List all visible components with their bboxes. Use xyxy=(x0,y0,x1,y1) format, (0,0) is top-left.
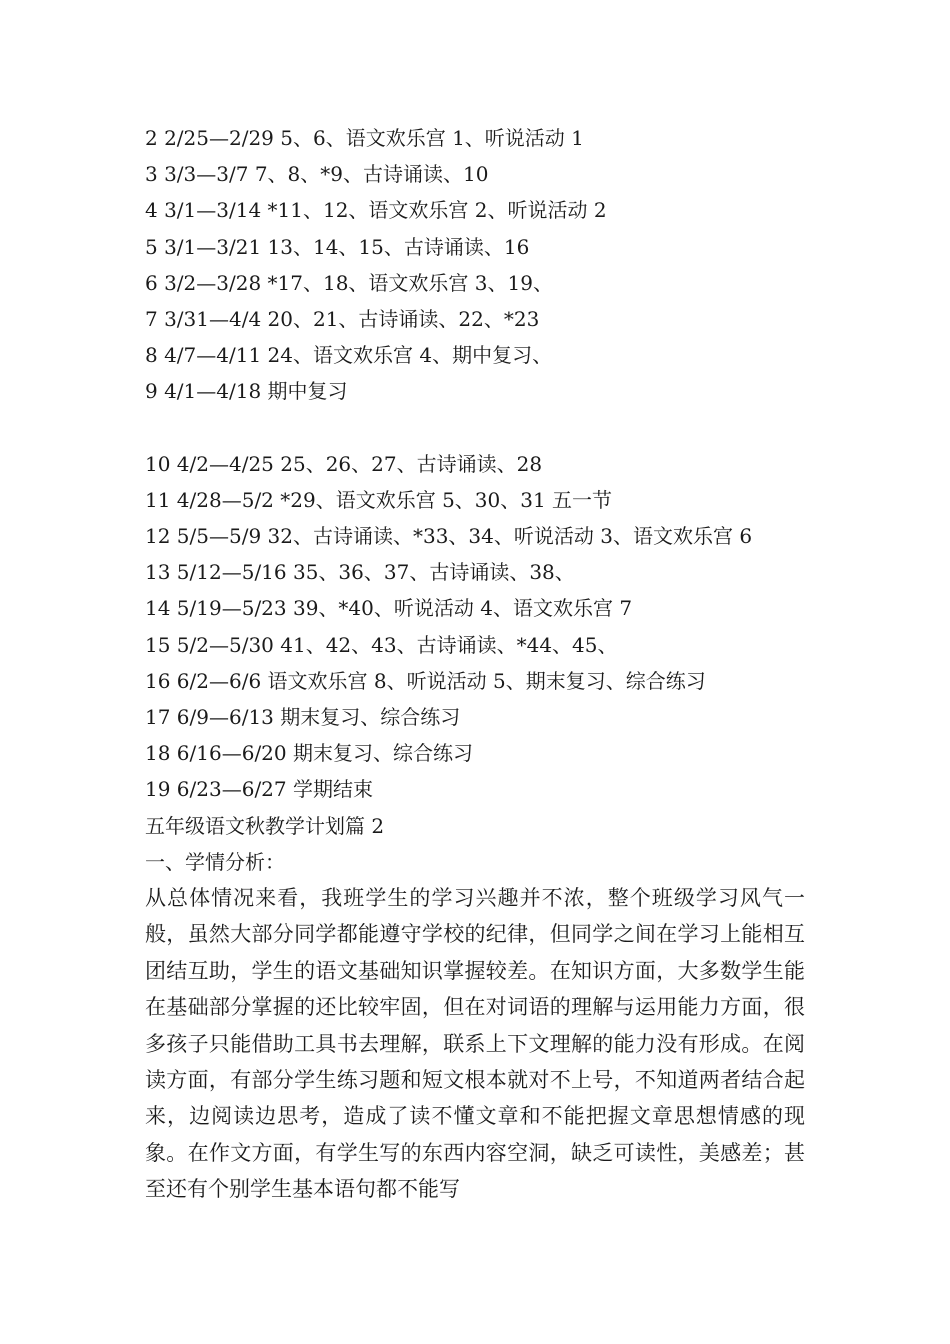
schedule-row-week-16: 16 6/2—6/6 语文欢乐宫 8、听说活动 5、期末复习、综合练习 xyxy=(145,668,706,693)
analysis-paragraph: 从总体情况来看，我班学生的学习兴趣并不浓，整个班级学习风气一般，虽然大部分同学都能遵守学校的纪律，但同学之间在学习上能相互团结互助，学生的语文基础知识掌握较差。在知识方面，大多数学生能在基础部分掌握的还比较牢固，但在对词语的理解与运用能力方面，很多孩子只能借助工具书去理解，联系上下文理解的能力没有形成。在阅读方面，有部分学生练习题和短文根本就对不上号，不知道两者结合起来，边阅读边思考，造成了读不懂文章和不能把握文章思想情感的现象。在作文方面，有学生写的东西内容空洞，缺乏可读性，美感差；甚至还有个别学生基本语句都不能写 xyxy=(145,885,805,1202)
schedule-row-week-18: 18 6/16—6/20 期末复习、综合练习 xyxy=(145,741,473,766)
schedule-row-week-19: 19 6/23—6/27 学期结束 xyxy=(145,777,373,802)
schedule-row-week-4: 4 3/1—3/14 *11、12、语文欢乐宫 2、听说活动 2 xyxy=(145,198,607,223)
schedule-row-week-10: 10 4/2—4/25 25、26、27、古诗诵读、28 xyxy=(145,451,543,476)
schedule-row-week-5: 5 3/1—3/21 13、14、15、古诗诵读、16 xyxy=(145,234,530,259)
schedule-row-week-8: 8 4/7—4/11 24、语文欢乐宫 4、期中复习、 xyxy=(145,343,553,368)
blank-line xyxy=(145,410,825,446)
schedule-row-week-3: 3 3/3—3/7 7、8、*9、古诗诵读、10 xyxy=(145,162,489,187)
schedule-row-week-11: 11 4/28—5/2 *29、语文欢乐宫 5、30、31 五一节 xyxy=(145,487,613,512)
schedule-row-week-14: 14 5/19—5/23 39、*40、听说活动 4、语文欢乐宫 7 xyxy=(145,596,633,621)
schedule-row-week-17: 17 6/9—6/13 期末复习、综合练习 xyxy=(145,705,461,729)
schedule-row-week-12: 12 5/5—5/9 32、古诗诵读、*33、34、听说活动 3、语文欢乐宫 6 xyxy=(145,524,753,549)
section-heading: 一、学情分析： xyxy=(145,849,285,874)
section-title: 五年级语文秋教学计划篇 2 xyxy=(145,813,385,838)
teaching-schedule xyxy=(145,120,825,1208)
schedule-row-week-15: 15 5/2—5/30 41、42、43、古诗诵读、*44、45、 xyxy=(145,632,618,657)
schedule-row-week-6: 6 3/2—3/28 *17、18、语文欢乐宫 3、19、 xyxy=(145,270,553,295)
schedule-row-week-9: 9 4/1—4/18 期中复习 xyxy=(145,379,348,404)
schedule-row-week-7: 7 3/31—4/4 20、21、古诗诵读、22、*23 xyxy=(145,306,540,331)
schedule-row-week-2: 2 2/25—2/29 5、6、语文欢乐宫 1、听说活动 1 xyxy=(145,126,584,150)
schedule-row-week-13: 13 5/12—5/16 35、36、37、古诗诵读、38、 xyxy=(145,560,575,585)
